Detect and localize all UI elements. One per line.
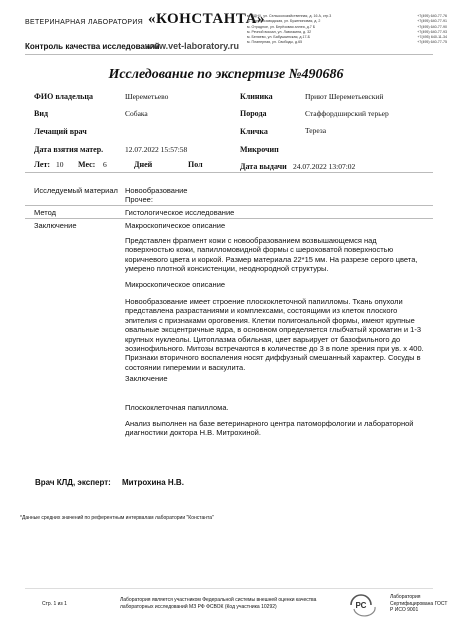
owner-value: Шереметьево	[125, 92, 169, 101]
years-value: 10	[56, 160, 64, 169]
branch-address: м. Планерная, ул. Свободы, д.65	[247, 40, 303, 45]
row-divider	[25, 205, 433, 206]
branch-phone: +7(495) 640-77-76	[417, 14, 447, 18]
branch-phone: +7(495) 640-77-91	[417, 19, 447, 24]
conclusion-heading: Заключение	[125, 374, 168, 383]
logo-text: РС	[355, 601, 367, 610]
header-divider	[25, 54, 433, 55]
lab-cert-text: Лаборатория Сертифицирована ГОСТ Р ИСО 9001	[390, 594, 448, 613]
micro-description: Новообразование имеет строение плоскоклеточной папилломы. Ткань опухоли представлена разрастаниями и комплексами, состоящими из клеток плоского эпителия с признаками ороговения. Клетки полигональной формы, имеют крупные овальные эксцентричные ядра, в основном определяется глыбчатый хроматин и 1-3 крупных нуклеолы. Цитоплазма обильная, цвет варьирует от базофильного до эозинофильного. Митозы встречаются в количестве до 3 в поле зрения при ув. х 400. Признаки вторичного воспаления носят диффузный смешанный характер. Сосуды в состоянии гиперемии и васкулита.	[125, 297, 424, 372]
macro-description: Представлен фрагмент кожи с новообразованием возвышающемся над поверхностью кожи, папилломовидной формы с шероховатой поверхностью коричневого цвета и коркой. Размер материала 22*15 мм. На разрезе серого цвета, умерено плотной консистенции, неоднородной структуры.	[125, 236, 418, 274]
months-value: 6	[103, 160, 107, 169]
branch-row	[247, 40, 447, 45]
method-value: Гистологическое исследование	[125, 208, 235, 217]
method-label: Метод	[34, 208, 56, 217]
branch-address: м. Речной вокзал, ул. Лавочкина, д. 32	[247, 29, 312, 34]
material-label: Исследуемый материал	[34, 186, 118, 195]
branch-address: м. ВДНХ, ул. Сельскохозяйственная, д. 16 А, стр.3	[247, 14, 332, 18]
signature-label: Врач КЛД, эксперт:	[35, 478, 111, 487]
material-value-other: Прочее:	[125, 195, 153, 204]
material-value: Новообразование	[125, 186, 188, 195]
conclusion-label: Заключение	[34, 221, 77, 230]
sample-date-value: 12.07.2022 15:57:58	[125, 145, 188, 154]
branch-address: м. Электрозаводская, ул. Бужениновая, д. 2	[247, 19, 321, 24]
branch-phone: +7(495) 640-11-34	[417, 35, 447, 40]
footer-divider	[25, 588, 433, 589]
doctor-label: Лечащий врач	[34, 127, 87, 136]
brand-name: «КОНСТАНТА»	[148, 11, 266, 27]
reference-note: *Данные средних значений по референтным интервалам лаборатории "Константа"	[20, 515, 214, 521]
owner-label: ФИО владельца	[34, 92, 93, 101]
branch-address: м. Отрадное, ул. Берёзовая аллея, д.7 Б	[247, 24, 316, 29]
certification-logo-icon	[345, 591, 385, 619]
page-number: Стр. 1 из 1	[42, 601, 67, 607]
branch-list	[247, 14, 447, 46]
species-value: Собака	[125, 109, 148, 118]
breed-value: Стаффордширский терьер	[305, 109, 389, 118]
months-label: Мес:	[78, 160, 96, 169]
signature	[35, 478, 184, 487]
analysis-note: Анализ выполнен на базе ветеринарного центра патоморфологии и лабораторной диагностики доктора Н.В. Митрохиной.	[125, 419, 414, 438]
header-subtitle: Контроль качества исследований	[25, 42, 160, 51]
row-divider	[25, 218, 433, 219]
sex-label: Пол	[188, 160, 203, 169]
certification-text: Лаборатория является участником Федеральной системы внешней оценки качества лабораторных исследований МЗ РФ ФСВОК (Код участника 10292)	[120, 597, 317, 610]
days-label: Дней	[134, 160, 153, 169]
lab-certification	[390, 594, 450, 614]
issue-date-value: 24.07.2022 13:07:02	[293, 162, 356, 171]
nickname-label: Кличка	[240, 127, 268, 136]
microchip-label: Микрочип	[240, 145, 279, 154]
nickname-value: Тереза	[305, 126, 327, 135]
clinic-label: Клиника	[240, 92, 273, 101]
clinic-value: Приют Шереметьевский	[305, 92, 384, 101]
branch-address: м. Беляево, ул. Бабушкинская, д.17-Б	[247, 35, 311, 40]
species-label: Вид	[34, 109, 48, 118]
branch-phone: +7(495) 640-77-93	[417, 29, 447, 34]
conclusion-text: Плоскоклеточная папиллома.	[125, 403, 229, 412]
macro-heading: Макроскопическое описание	[125, 221, 226, 230]
lab-name: ВЕТЕРИНАРНАЯ ЛАБОРАТОРИЯ	[25, 19, 144, 26]
branch-phone: +7(495) 640-77-90	[417, 24, 447, 29]
info-divider	[25, 172, 433, 173]
branch-phone: +7(495) 640-77-75	[417, 40, 447, 45]
years-label: Лет:	[34, 160, 51, 169]
website-link[interactable]: www.vet-laboratory.ru	[145, 41, 240, 51]
signature-name: Митрохина Н.В.	[121, 478, 184, 487]
sample-date-label: Дата взятия матер.	[34, 145, 104, 154]
page-title: Исследование по экспертизе №490686	[108, 67, 344, 82]
issue-date-label: Дата выдачи	[240, 162, 287, 171]
breed-label: Порода	[240, 109, 267, 118]
micro-heading: Микроскопическое описание	[125, 280, 226, 289]
